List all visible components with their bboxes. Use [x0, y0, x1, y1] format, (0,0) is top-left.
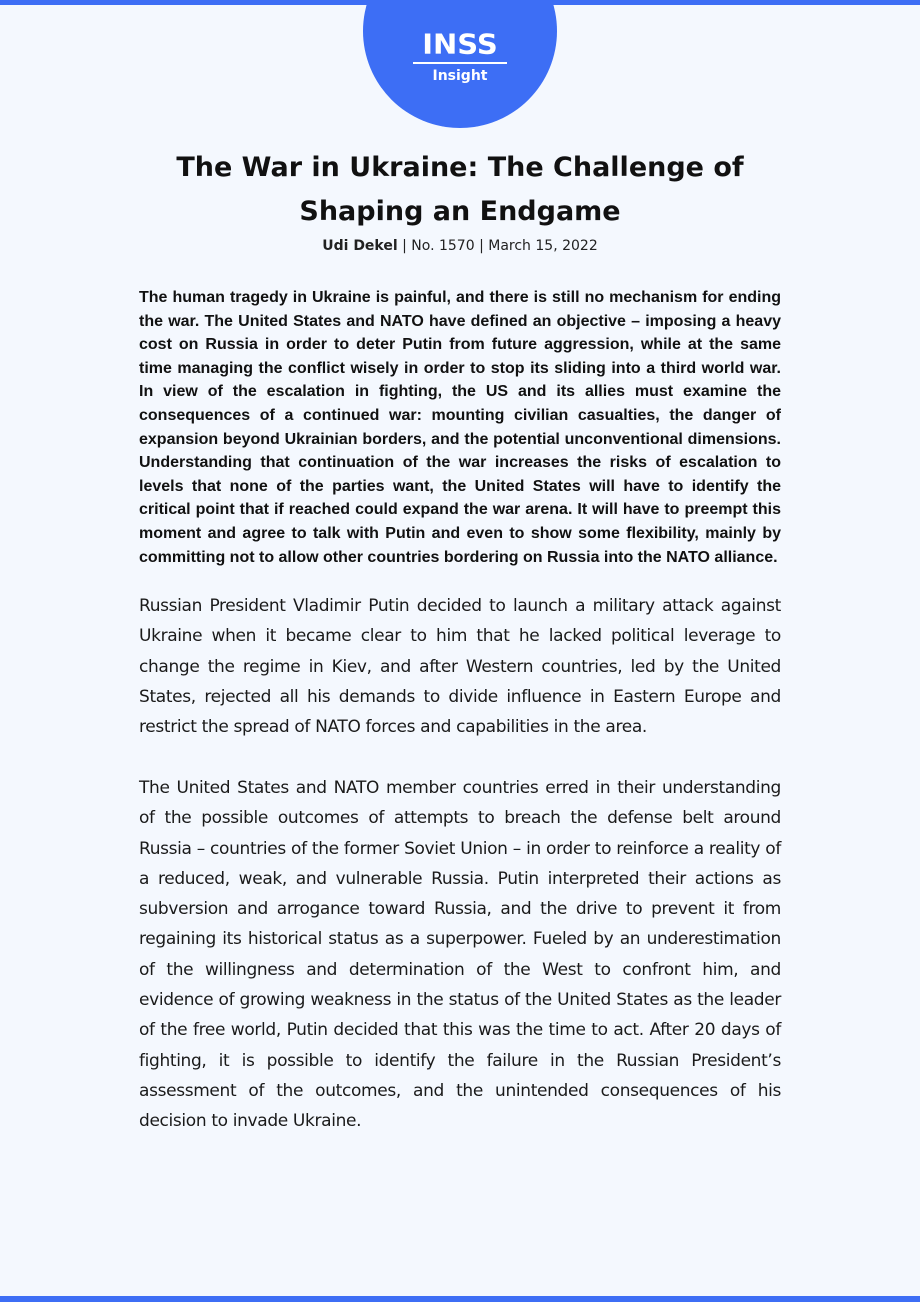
publication-number: No. 1570 [411, 238, 475, 254]
body-paragraph: Russian President Vladimir Putin decided to launch a military attack against Ukraine when it became clear to him that he lacked political leverage to change the regime in Kiev, and after Western countries, led by the United States, rejected all his demands to divide influence in Eastern Europe and restrict the spread of NATO forces and capabilities in the area. [139, 596, 781, 738]
byline [120, 236, 800, 256]
byline-separator: | [479, 238, 484, 254]
byline-separator: | [402, 238, 407, 254]
body-paragraph: The United States and NATO member countries erred in their understanding of the possible outcomes of attempts to breach the defense belt around Russia – countries of the former Soviet Union – in order to reinforce a reality of a reduced, weak, and vulnerable Russia. Putin interpreted their actions as subversion and arrogance toward Russia, and the drive to prevent it from regaining its historical status as a superpower. Fueled by an underestimation of the willingness and determination of the West to confront him, and evidence of growing weakness in the status of the United States as the leader of the free world, Putin decided that this was the time to act. After 20 days of fighting, it is possible to identify the failure in the Russian President’s assessment of the outcomes, and the unintended consequences of his decision to invade Ukraine. [139, 778, 781, 1132]
logo-divider [413, 62, 507, 64]
article-title: The War in Ukraine: The Challenge of Shaping an Endgame [176, 152, 744, 227]
logo-subtitle: Insight [432, 68, 488, 84]
logo-mark: INSS [422, 27, 498, 61]
publication-date: March 15, 2022 [488, 238, 598, 254]
logo-inner [363, 28, 557, 85]
bottom-accent-bar [0, 1296, 920, 1302]
article-abstract: The human tragedy in Ukraine is painful, and there is still no mechanism for ending the war. The United States and NATO have defined an objective – imposing a heavy cost on Russia in order to deter Putin from future aggression, while at the same time managing the conflict wisely in order to stop its sliding into a third world war. In view of the escalation in fighting, the US and its allies must examine the consequences of a continued war: mounting civilian casualties, the danger of expansion beyond Ukrainian borders, and the potential unconventional dimensions. Understanding that continuation of the war increases the risks of escalation to levels that none of the parties want, the United States will have to identify the critical point that if reached could expand the war arena. It will have to preempt this moment and agree to talk with Putin and even to show some flexibility, mainly by committing not to allow other countries bordering on Russia into the NATO alliance. [139, 289, 781, 566]
inss-logo-badge [363, 0, 557, 128]
author-name: Udi Dekel [322, 238, 398, 254]
